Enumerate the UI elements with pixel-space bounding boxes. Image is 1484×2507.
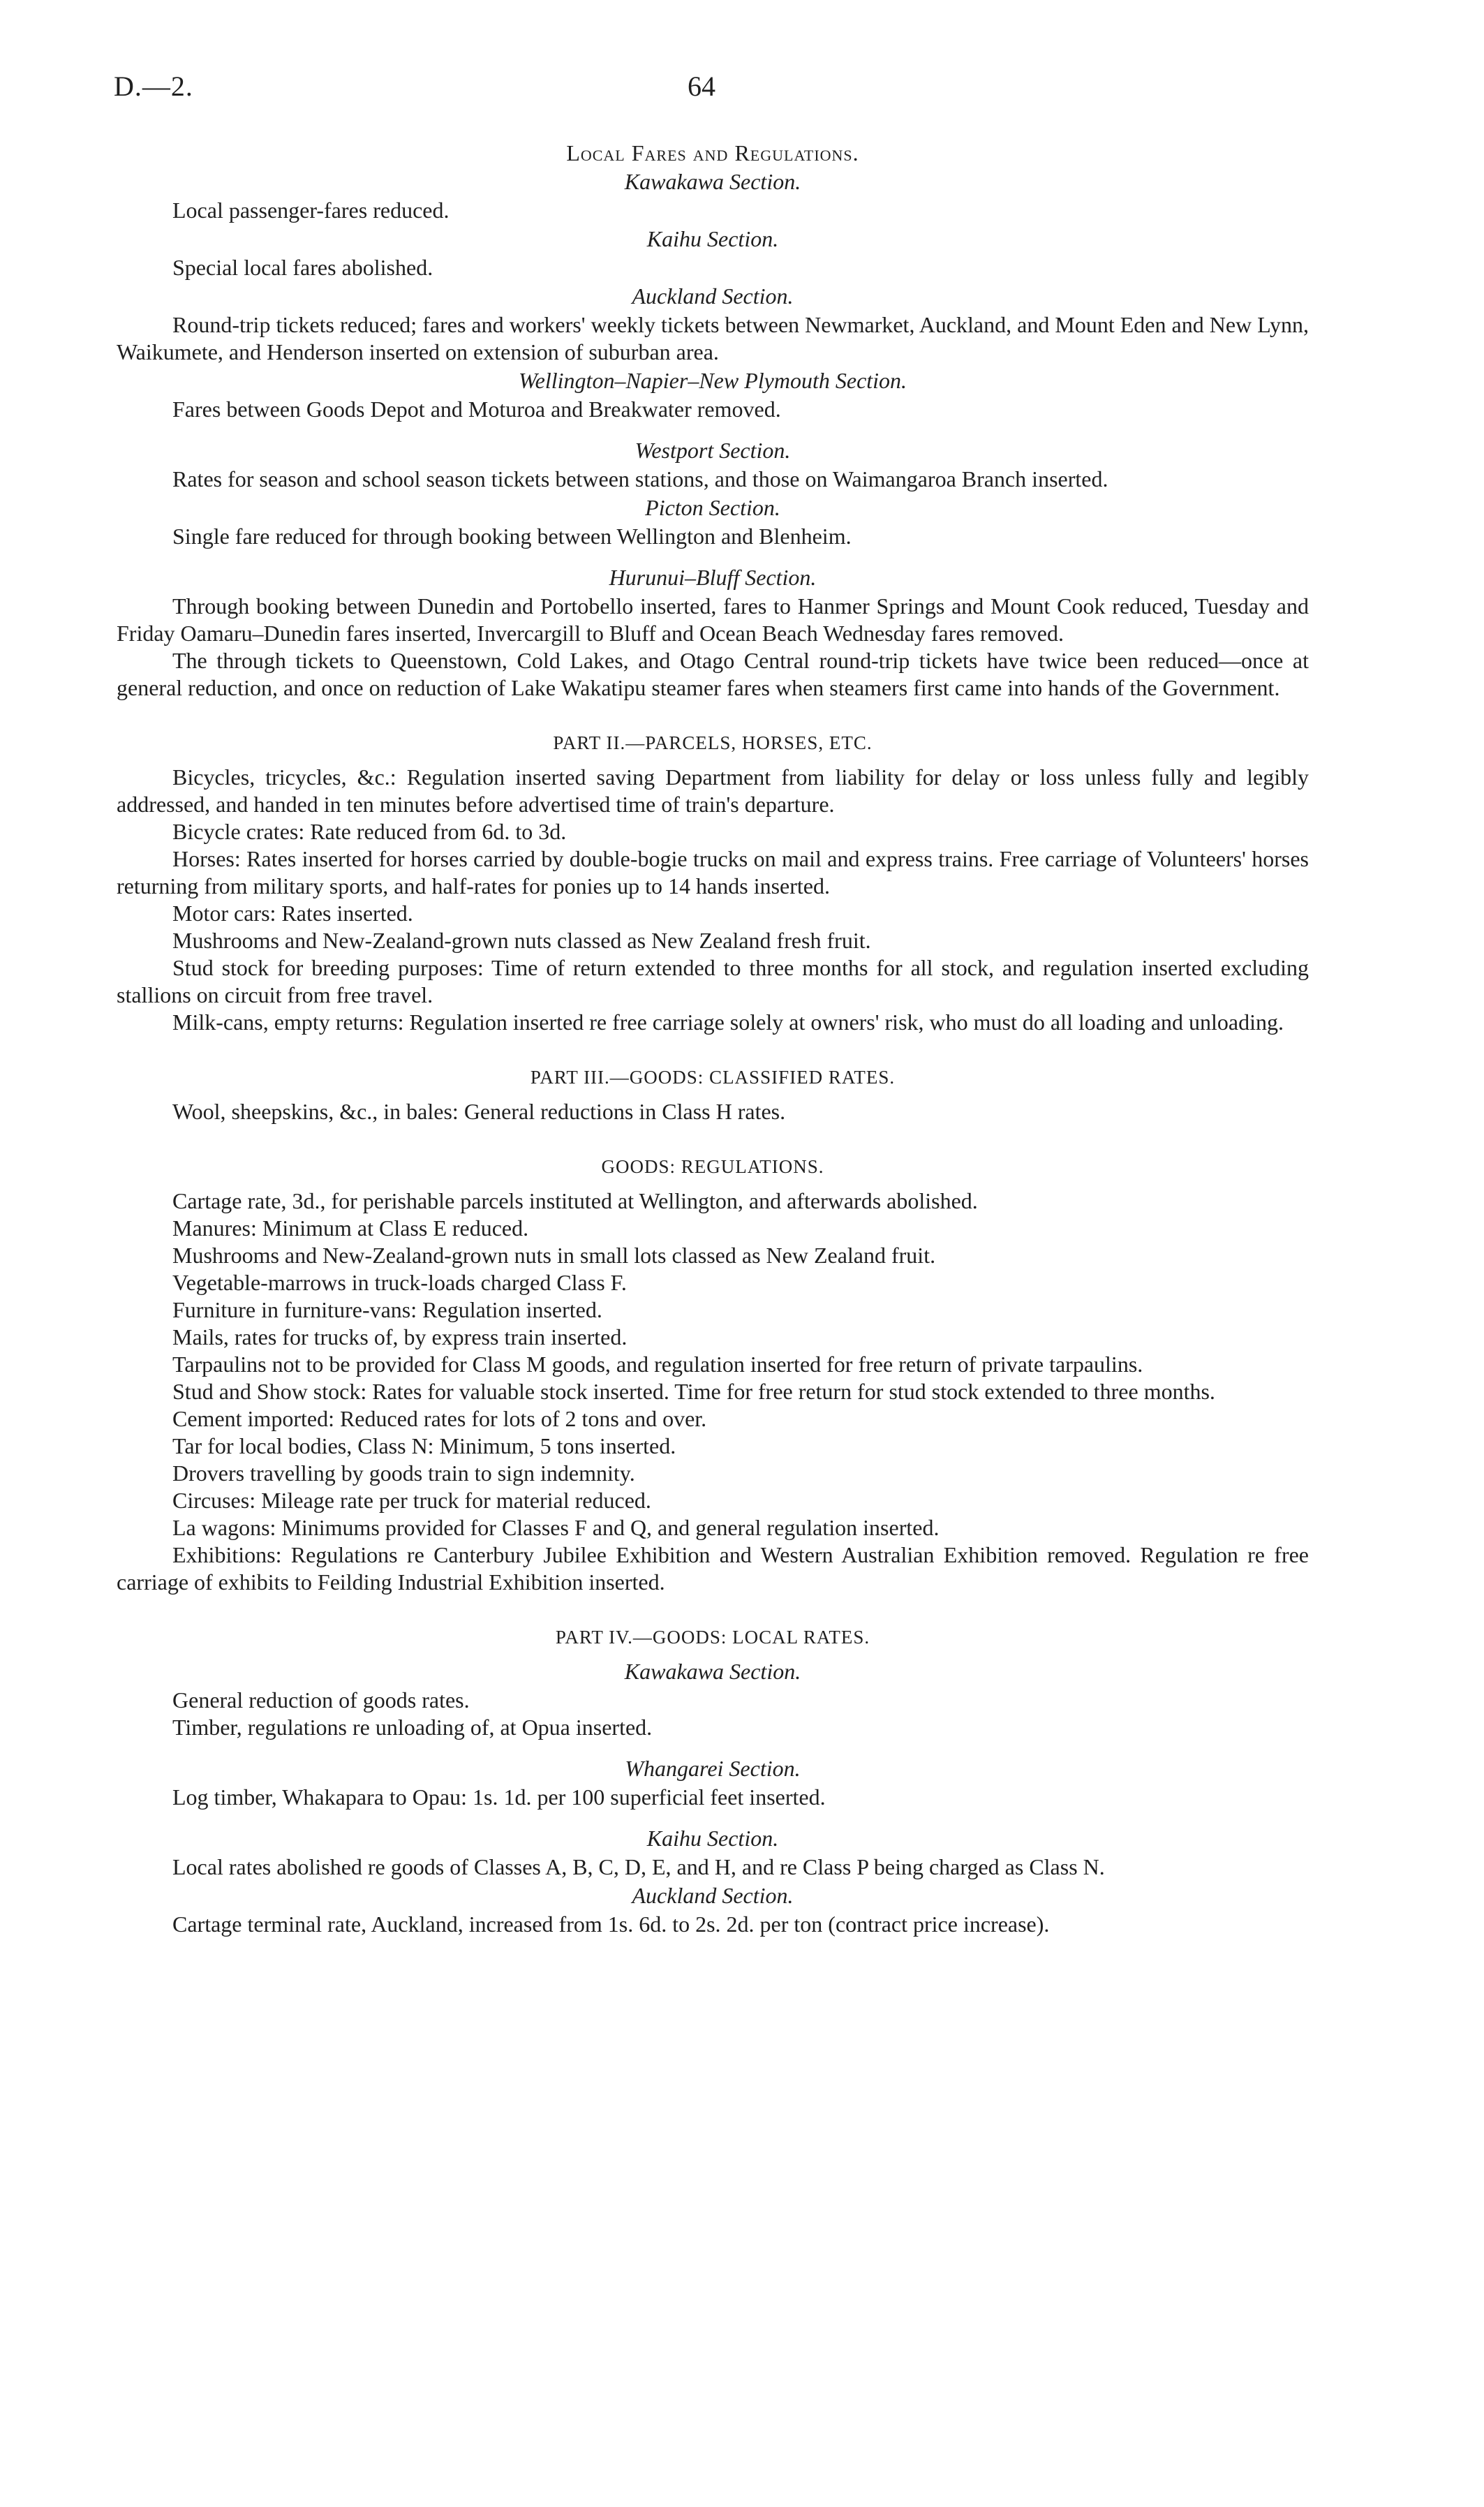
paragraph: Wool, sheepskins, &c., in bales: General reductions in Class H rates. bbox=[172, 1099, 786, 1124]
paragraph: General reduction of goods rates. bbox=[172, 1687, 470, 1713]
sub-heading: GOODS: REGULATIONS. bbox=[601, 1156, 824, 1177]
list-item: Horses: Rates inserted for horses carried by double-bogie trucks on mail and express trains. Free carriage of Volunteers' horses returning from military sports, and half-rates for ponies up to 14 hands inserted. bbox=[117, 846, 1309, 898]
paragraph: Local rates abolished re goods of Classes A, B, C, D, E, and H, and re Class P being charged as Class N. bbox=[172, 1854, 1105, 1879]
part-heading: PART IV.—GOODS: LOCAL RATES. bbox=[555, 1627, 870, 1648]
list-item: Mails, rates for trucks of, by express train inserted. bbox=[172, 1324, 628, 1349]
list-item: La wagons: Minimums provided for Classes F and Q, and general regulation inserted. bbox=[172, 1515, 940, 1540]
paragraph: Log timber, Whakapara to Opau: 1s. 1d. per 100 superficial feet inserted. bbox=[172, 1784, 826, 1810]
paragraph: Through booking between Dunedin and Portobello inserted, fares to Hanmer Springs and Mount Cook reduced, Tuesday and Friday Oamaru–Dunedin fares inserted, Invercargill to Bluff and Ocean Beach Wednesday fares removed. bbox=[117, 593, 1309, 646]
section-title: Kawakawa Section. bbox=[624, 169, 801, 194]
section-title: Kaihu Section. bbox=[646, 226, 779, 251]
paragraph: Round-trip tickets reduced; fares and workers' weekly tickets between Newmarket, Auckland, and Mount Eden and New Lynn, Waikumete, and Henderson inserted on extension of suburban area. bbox=[117, 312, 1309, 364]
section-title: Auckland Section. bbox=[632, 283, 794, 309]
paragraph: The through tickets to Queenstown, Cold Lakes, and Otago Central round-trip tickets have twice been reduced—once at general reduction, and once on reduction of Lake Wakatipu steamer fares when steamers first came into hands of the Government. bbox=[117, 648, 1309, 700]
section-title: Auckland Section. bbox=[632, 1883, 794, 1908]
list-item: Manures: Minimum at Class E reduced. bbox=[172, 1215, 529, 1241]
page-body bbox=[117, 140, 1309, 1938]
section-title: Wellington–Napier–New Plymouth Section. bbox=[518, 368, 907, 393]
page-number: 64 bbox=[688, 71, 715, 102]
list-item: Furniture in furniture-vans: Regulation inserted. bbox=[172, 1297, 602, 1322]
section-title: Hurunui–Bluff Section. bbox=[609, 565, 817, 590]
section-title: Whangarei Section. bbox=[625, 1756, 801, 1781]
document-reference: D.—2. bbox=[114, 71, 193, 102]
paragraph: Single fare reduced for through booking between Wellington and Blenheim. bbox=[172, 524, 852, 549]
list-item: Mushrooms and New-Zealand-grown nuts classed as New Zealand fresh fruit. bbox=[172, 928, 871, 953]
section-title: Picton Section. bbox=[645, 495, 780, 520]
list-item: Bicycles, tricycles, &c.: Regulation inserted saving Department from liability for delay or loss unless fully and legibly addressed, and handed in ten minutes before advertised time of train's departure. bbox=[117, 764, 1309, 817]
part-heading: PART II.—PARCELS, HORSES, ETC. bbox=[553, 732, 873, 753]
list-item: Tarpaulins not to be provided for Class M goods, and regulation inserted for free return of private tarpaulins. bbox=[172, 1352, 1143, 1377]
list-item: Stud and Show stock: Rates for valuable stock inserted. Time for free return for stud stock extended to three months. bbox=[172, 1379, 1215, 1404]
paragraph: Fares between Goods Depot and Moturoa and Breakwater removed. bbox=[172, 397, 781, 422]
list-item: Cement imported: Reduced rates for lots of 2 tons and over. bbox=[172, 1406, 707, 1431]
list-item: Mushrooms and New-Zealand-grown nuts in small lots classed as New Zealand fruit. bbox=[172, 1243, 936, 1268]
list-item: Drovers travelling by goods train to sign indemnity. bbox=[172, 1460, 635, 1486]
list-item: Motor cars: Rates inserted. bbox=[172, 901, 413, 926]
local-fares-heading: Local Fares and Regulations. bbox=[566, 140, 859, 165]
section-title: Kawakawa Section. bbox=[624, 1659, 801, 1684]
list-item: Exhibitions: Regulations re Canterbury Jubilee Exhibition and Western Australian Exhibition removed. Regulation re free carriage of exhibits to Feilding Industrial Exhibition inserted. bbox=[117, 1542, 1309, 1595]
section-title: Westport Section. bbox=[635, 438, 791, 463]
paragraph: Cartage terminal rate, Auckland, increased from 1s. 6d. to 2s. 2d. per ton (contract price increase). bbox=[172, 1911, 1050, 1937]
list-item: Milk-cans, empty returns: Regulation inserted re free carriage solely at owners' risk, who must do all loading and unloading. bbox=[172, 1010, 1284, 1035]
list-item: Bicycle crates: Rate reduced from 6d. to 3d. bbox=[172, 819, 567, 844]
list-item: Tar for local bodies, Class N: Minimum, 5 tons inserted. bbox=[172, 1433, 676, 1458]
paragraph: Timber, regulations re unloading of, at Opua inserted. bbox=[172, 1715, 653, 1740]
part-heading: PART III.—GOODS: CLASSIFIED RATES. bbox=[530, 1067, 896, 1088]
list-item: Vegetable-marrows in truck-loads charged Class F. bbox=[172, 1270, 627, 1295]
paragraph: Rates for season and school season tickets between stations, and those on Waimangaroa Branch inserted. bbox=[172, 466, 1108, 491]
list-item: Cartage rate, 3d., for perishable parcels instituted at Wellington, and afterwards abolished. bbox=[172, 1188, 978, 1213]
section-title: Kaihu Section. bbox=[646, 1826, 779, 1851]
paragraph: Local passenger-fares reduced. bbox=[172, 198, 450, 223]
list-item: Circuses: Mileage rate per truck for material reduced. bbox=[172, 1488, 651, 1513]
paragraph: Special local fares abolished. bbox=[172, 255, 433, 280]
list-item: Stud stock for breeding purposes: Time of return extended to three months for all stock, and regulation inserted excluding stallions on circuit from free travel. bbox=[117, 955, 1309, 1007]
